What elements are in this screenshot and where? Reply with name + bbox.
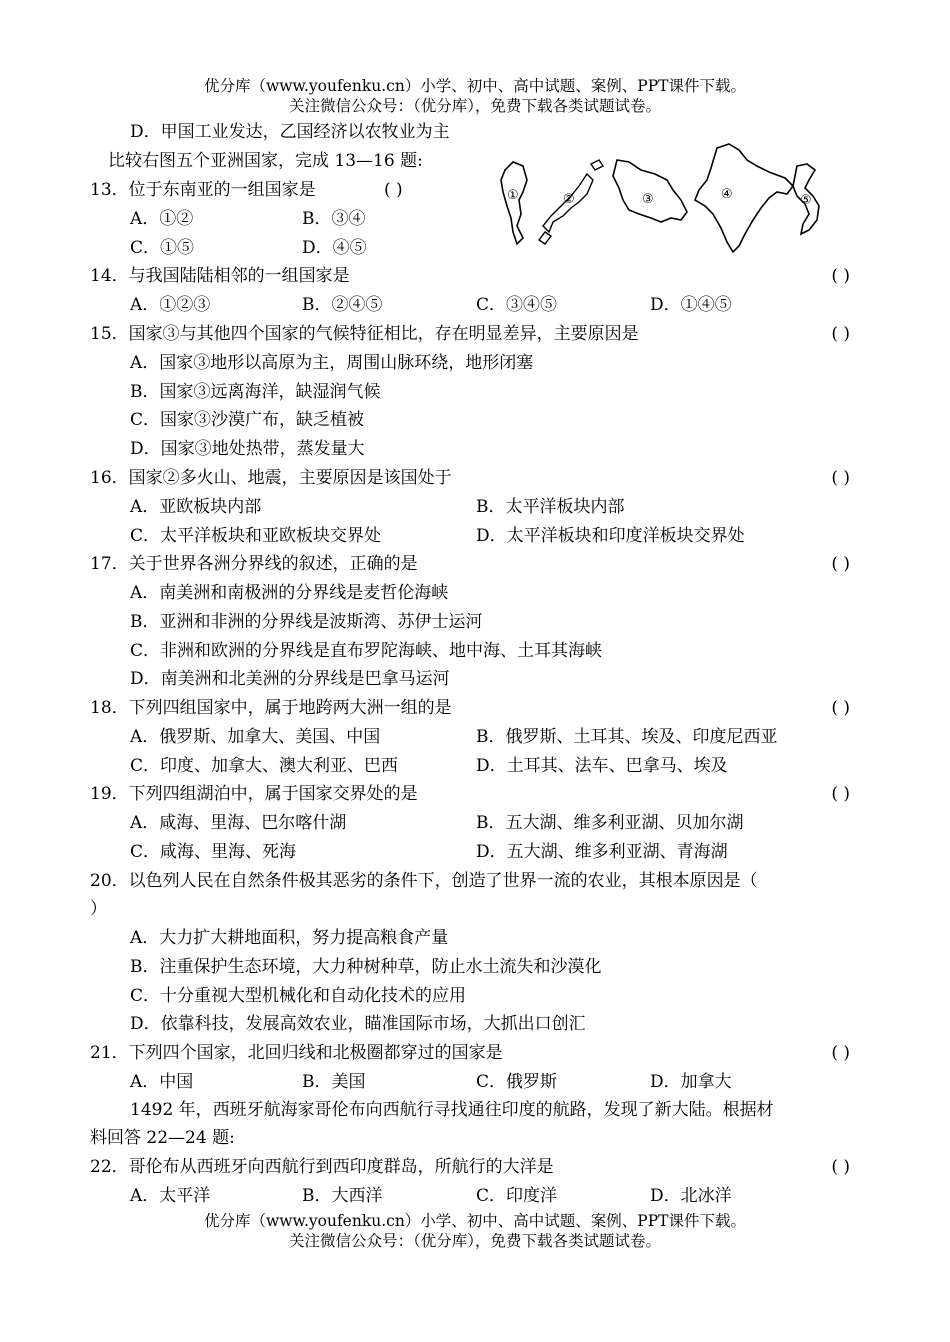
q22-stem: 22．哥伦布从西班牙向西航行到西印度群岛，所航行的大洋是 [90,1157,554,1177]
q13-answer-paren: ( ) [384,180,403,200]
q15-option-d: D．国家③地处热带，蒸发量大 [130,439,365,459]
q21-option-c: C．俄罗斯 [476,1072,558,1092]
q16-stem: 16．国家②多火山、地震，主要原因是该国处于 [90,468,452,488]
q13-option-c: C．①⑤ [130,238,195,258]
q14-option-d: D．①④⑤ [650,295,732,315]
country-2-label: ② [563,192,575,207]
q15-stem: 15．国家③与其他四个国家的气候特征相比，存在明显差异，主要原因是 [90,324,639,344]
intro-22-24-line-1: 1492 年，西班牙航海家哥伦布向西航行寻找通往印度的航路，发现了新大陆。根据材 [130,1100,774,1120]
q15-option-b: B．国家③远离海洋，缺湿润气候 [130,382,381,402]
q13-option-b: B．③④ [302,209,366,229]
q20-stem: 20．以色列人民在自然条件极其恶劣的条件下，创造了世界一流的农业，其根本原因是（ [90,871,758,891]
q22-option-d: D．北冰洋 [650,1186,732,1206]
q14-option-c: C．③④⑤ [476,295,558,315]
q15-option-c: C．国家③沙漠广布，缺乏植被 [130,410,365,430]
prev-option-d: D．甲国工业发达，乙国经济以农牧业为主 [130,122,450,142]
q14-option-a: A．①②③ [130,295,211,315]
q13-stem: 13．位于东南亚的一组国家是 [90,180,316,200]
q20-option-c: C．十分重视大型机械化和自动化技术的应用 [130,986,467,1006]
q19-option-a: A．咸海、里海、巴尔喀什湖 [130,813,347,833]
q21-answer-paren: ( ) [831,1043,850,1063]
q17-answer-paren: ( ) [831,554,850,574]
q13-option-d: D．④⑤ [302,238,367,258]
intro-22-24-line-2: 料回答 22—24 题: [90,1128,235,1148]
country-1-label: ① [507,188,519,203]
q18-option-c: C．印度、加拿大、澳大利亚、巴西 [130,756,399,776]
header-line-1: 优分库（www.youfenku.cn）小学、初中、高中试题、案例、PPT课件下载。 [203,77,747,95]
q17-option-a: A．南美洲和南极洲的分界线是麦哲伦海峡 [130,583,449,603]
q20-stem-continuation: ） [90,899,107,919]
country-5-map [793,164,819,234]
q15-option-a: A．国家③地形以高原为主，周围山脉环绕，地形闭塞 [130,353,534,373]
intro-13-16: 比较右图五个亚洲国家，完成 13—16 题: [108,151,423,171]
country-4-label: ④ [721,187,733,202]
country-1-map [501,162,527,244]
q13-option-a: A．①② [130,209,194,229]
q19-option-b: B．五大湖、维多利亚湖、贝加尔湖 [476,813,744,833]
q17-option-b: B．亚洲和非洲的分界线是波斯湾、苏伊士运河 [130,612,483,632]
q22-answer-paren: ( ) [831,1157,850,1177]
q16-answer-paren: ( ) [831,468,850,488]
country-4-map [695,144,793,252]
q18-stem: 18．下列四组国家中，属于地跨两大洲一组的是 [90,698,452,718]
country-3-map [613,160,687,222]
q21-stem: 21．下列四个国家，北回归线和北极圈都穿过的国家是 [90,1043,503,1063]
q14-option-b: B．②④⑤ [302,295,383,315]
q17-option-c: C．非洲和欧洲的分界线是直布罗陀海峡、地中海、土耳其海峡 [130,641,603,661]
q22-option-b: B．大西洋 [302,1186,383,1206]
q14-stem: 14．与我国陆陆相邻的一组国家是 [90,266,350,286]
q22-option-a: A．太平洋 [130,1186,211,1206]
footer-line-2: 关注微信公众号：（优分库），免费下载各类试题试卷。 [288,1232,661,1250]
q17-stem: 17．关于世界各洲分界线的叙述，正确的是 [90,554,418,574]
q21-option-d: D．加拿大 [650,1072,732,1092]
q18-option-b: B．俄罗斯、土耳其、埃及、印度尼西亚 [476,727,778,747]
q21-option-a: A．中国 [130,1072,194,1092]
q20-option-d: D．依靠科技，发展高效农业，瞄准国际市场，大抓出口创汇 [130,1014,586,1034]
q16-option-b: B．太平洋板块内部 [476,497,625,517]
footer-line-1: 优分库（www.youfenku.cn）小学、初中、高中试题、案例、PPT课件下载。 [203,1212,747,1230]
q15-answer-paren: ( ) [831,324,850,344]
q18-answer-paren: ( ) [831,698,850,718]
country-2-map [539,160,603,244]
q16-option-a: A．亚欧板块内部 [130,497,262,517]
q20-option-b: B．注重保护生态环境，大力种树种草，防止水土流失和沙漠化 [130,957,602,977]
q21-option-b: B．美国 [302,1072,366,1092]
q19-option-d: D．五大湖、维多利亚湖、青海湖 [476,842,728,862]
q14-answer-paren: ( ) [831,266,850,286]
country-3-label: ③ [642,192,654,207]
asia-countries-map [495,140,840,255]
country-5-label: ⑤ [800,193,812,208]
q18-option-d: D．土耳其、法车、巴拿马、埃及 [476,756,728,776]
header-line-2: 关注微信公众号：（优分库），免费下载各类试题试卷。 [288,97,661,115]
q20-option-a: A．大力扩大耕地面积，努力提高粮食产量 [130,928,449,948]
q22-option-c: C．印度洋 [476,1186,558,1206]
q19-answer-paren: ( ) [831,784,850,804]
q18-option-a: A．俄罗斯、加拿大、美国、中国 [130,727,381,747]
q16-option-c: C．太平洋板块和亚欧板块交界处 [130,526,382,546]
q17-option-d: D．南美洲和北美洲的分界线是巴拿马运河 [130,669,450,689]
q16-option-d: D．太平洋板块和印度洋板块交界处 [476,526,745,546]
q19-stem: 19．下列四组湖泊中，属于国家交界处的是 [90,784,418,804]
q19-option-c: C．咸海、里海、死海 [130,842,297,862]
